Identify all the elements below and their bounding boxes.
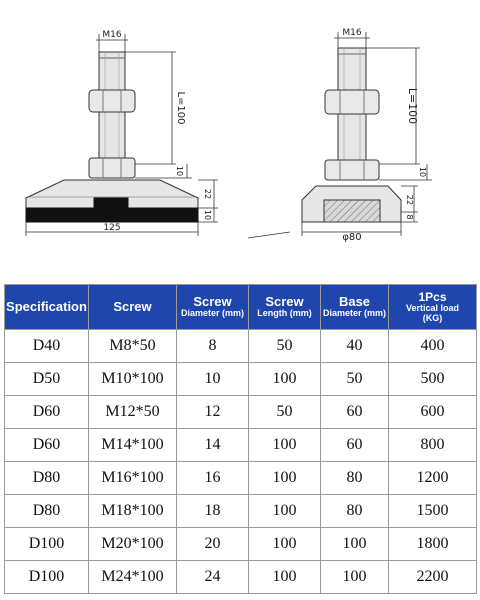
cell-base-diameter: 80 — [321, 495, 389, 528]
cell-screw: M18*100 — [89, 495, 177, 528]
header-specification: Specification — [5, 285, 89, 330]
cell-base-diameter: 80 — [321, 462, 389, 495]
cell-screw-length: 100 — [249, 528, 321, 561]
right-length-label: L=100 — [406, 87, 419, 125]
cell-base-diameter: 60 — [321, 396, 389, 429]
left-base-height-label: 22 — [203, 188, 212, 200]
header-vertical-load: 1Pcs Vertical load (KG) — [389, 285, 477, 330]
cell-specification: D100 — [5, 528, 89, 561]
cell-screw: M24*100 — [89, 561, 177, 594]
cell-screw: M20*100 — [89, 528, 177, 561]
cell-screw-diameter: 10 — [177, 363, 249, 396]
cell-specification: D50 — [5, 363, 89, 396]
header-screw-length: Screw Length (mm) — [249, 285, 321, 330]
cell-specification: D60 — [5, 396, 89, 429]
cell-screw-diameter: 16 — [177, 462, 249, 495]
right-diameter-label: φ80 — [342, 232, 362, 243]
cell-base-diameter: 40 — [321, 330, 389, 363]
right-leveling-foot-drawing — [302, 48, 401, 222]
cell-base-diameter: 50 — [321, 363, 389, 396]
cell-screw-length: 100 — [249, 561, 321, 594]
cell-specification: D100 — [5, 561, 89, 594]
specification-table — [4, 284, 477, 594]
cell-screw: M8*50 — [89, 330, 177, 363]
cell-vertical-load: 1200 — [389, 462, 477, 495]
cell-specification: D60 — [5, 429, 89, 462]
cell-vertical-load: 400 — [389, 330, 477, 363]
cell-screw-diameter: 8 — [177, 330, 249, 363]
table-row — [5, 528, 477, 561]
cell-base-diameter: 60 — [321, 429, 389, 462]
cell-vertical-load: 600 — [389, 396, 477, 429]
table-row — [5, 495, 477, 528]
table-header-row — [5, 285, 477, 330]
cell-specification: D40 — [5, 330, 89, 363]
left-width-label: 125 — [103, 223, 121, 233]
right-nut-height-label: 10 — [418, 166, 427, 178]
table-row — [5, 363, 477, 396]
cell-screw-length: 100 — [249, 495, 321, 528]
right-base-height-label: 22 — [405, 194, 414, 206]
cell-base-diameter: 100 — [321, 528, 389, 561]
table-row — [5, 429, 477, 462]
left-top-nut — [89, 90, 135, 112]
left-nut-height-label: 10 — [175, 165, 184, 177]
left-length-label: L=100 — [175, 91, 186, 125]
header-screw-diameter: Screw Diameter (mm) — [177, 285, 249, 330]
right-bottom-nut — [325, 160, 379, 180]
cell-screw-length: 50 — [249, 396, 321, 429]
cell-specification: D80 — [5, 495, 89, 528]
cell-screw-diameter: 20 — [177, 528, 249, 561]
right-pad-height-label: 8 — [405, 214, 414, 220]
cell-vertical-load: 1800 — [389, 528, 477, 561]
cell-screw-diameter: 12 — [177, 396, 249, 429]
cell-screw-length: 50 — [249, 330, 321, 363]
cell-base-diameter: 100 — [321, 561, 389, 594]
cell-vertical-load: 500 — [389, 363, 477, 396]
technical-drawings — [0, 0, 480, 268]
cell-vertical-load: 2200 — [389, 561, 477, 594]
right-thread-label: M16 — [342, 28, 362, 38]
table-row — [5, 396, 477, 429]
header-base-diameter: Base Diameter (mm) — [321, 285, 389, 330]
table-row — [5, 330, 477, 363]
left-thread-label: M16 — [102, 30, 122, 40]
left-pad-height-label: 10 — [203, 209, 212, 221]
cell-screw: M16*100 — [89, 462, 177, 495]
cell-screw: M12*50 — [89, 396, 177, 429]
cell-screw-diameter: 14 — [177, 429, 249, 462]
cell-screw: M14*100 — [89, 429, 177, 462]
cell-screw: M10*100 — [89, 363, 177, 396]
table-row — [5, 561, 477, 594]
table-row — [5, 462, 477, 495]
table-body — [5, 330, 477, 594]
cell-vertical-load: 1500 — [389, 495, 477, 528]
right-hatched-section — [324, 200, 380, 222]
header-screw: Screw — [89, 285, 177, 330]
cell-vertical-load: 800 — [389, 429, 477, 462]
cell-specification: D80 — [5, 462, 89, 495]
cell-screw-length: 100 — [249, 462, 321, 495]
left-bottom-nut — [89, 158, 135, 178]
cell-screw-diameter: 18 — [177, 495, 249, 528]
cell-screw-diameter: 24 — [177, 561, 249, 594]
cell-screw-length: 100 — [249, 429, 321, 462]
right-top-nut — [325, 90, 379, 114]
cell-screw-length: 100 — [249, 363, 321, 396]
